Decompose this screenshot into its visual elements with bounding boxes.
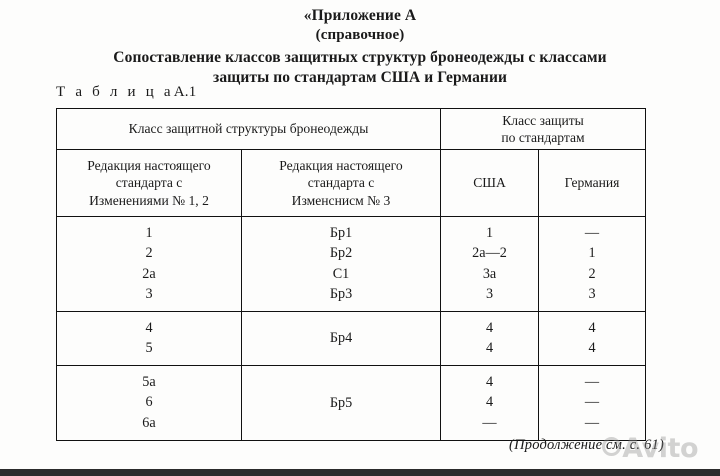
cell-value: 3	[485, 285, 494, 302]
cell-value-list	[441, 217, 538, 311]
cell-value: С1	[332, 265, 350, 282]
header-group-standards-class	[441, 109, 646, 150]
cell-value: 6а	[142, 414, 156, 431]
table-cell-col2	[242, 366, 441, 440]
comparison-table	[56, 108, 646, 441]
table-cell-col2	[242, 312, 441, 366]
header-group-armor-class: Класс защитной структуры бронеодежды	[57, 109, 441, 150]
table-header-group-row	[57, 109, 646, 150]
table-cell-col4	[539, 366, 646, 440]
header-col-germany: Германия	[539, 150, 646, 217]
cell-value: Бр5	[329, 394, 353, 411]
cell-value-list	[57, 366, 241, 439]
table-body	[57, 217, 646, 441]
cell-value: 2	[145, 245, 153, 262]
header-col1-line3: Изменениями № 1, 2	[89, 192, 209, 208]
cell-value: 4	[588, 340, 596, 357]
table-header-columns-row	[57, 150, 646, 217]
cell-value: 6	[145, 394, 153, 411]
cell-value: —	[584, 225, 600, 242]
table-caption-number: А.1	[173, 84, 197, 100]
cell-value: —	[482, 414, 497, 431]
header-col-usa: США	[441, 150, 539, 217]
scan-edge-band	[0, 469, 720, 476]
table-cell-col3	[441, 217, 539, 312]
cell-value: 1	[485, 225, 494, 242]
cell-value: —	[584, 374, 600, 391]
watermark-text: Avito	[622, 433, 698, 464]
heading-title-line2: защиты по стандартам США и Германии	[212, 68, 508, 86]
header-col1-line1: Редакция настоящего	[87, 158, 211, 174]
cell-value: Бр3	[329, 285, 353, 302]
cell-value-list	[441, 312, 538, 365]
cell-value: 2	[588, 265, 596, 282]
header-group-standards-line2: по стандартам	[501, 130, 585, 145]
cell-value-list	[57, 312, 241, 365]
table-row	[57, 312, 646, 366]
cell-value: —	[584, 414, 600, 431]
heading-title-line1: Сопоставление классов защитных структур бронеодежды с классами	[113, 49, 607, 67]
heading-appendix: «Приложение А	[303, 7, 417, 24]
cell-value-list	[539, 217, 645, 311]
table-cell-col4	[539, 312, 646, 366]
cell-value: 3	[145, 285, 153, 302]
cell-value: 4	[588, 320, 596, 336]
cell-value: 1	[145, 225, 153, 242]
heading-subtitle: (справочное)	[315, 26, 405, 43]
table-cell-col3	[441, 366, 539, 440]
table-container	[56, 108, 645, 441]
table-cell-col1	[57, 217, 242, 312]
cell-value-list	[539, 312, 645, 365]
header-col1-line2: стандарта с	[115, 175, 183, 191]
cell-value-list	[441, 366, 538, 439]
cell-value: 4	[485, 374, 494, 391]
cell-value: 1	[588, 245, 596, 262]
header-col-edition-3	[242, 150, 441, 217]
table-cell-col2	[242, 217, 441, 312]
table-row	[57, 366, 646, 440]
header-col-edition-1-2	[57, 150, 242, 217]
cell-value: —	[584, 394, 600, 411]
cell-value: 5а	[142, 374, 156, 391]
table-cell-col1	[57, 366, 242, 440]
table-caption	[56, 84, 196, 101]
header-col2-line1: Редакция настоящего	[279, 158, 403, 174]
cell-value: 4	[485, 394, 494, 411]
document-heading	[0, 6, 720, 88]
table-row	[57, 217, 646, 312]
cell-value: Бр2	[329, 245, 353, 262]
header-col2-line3: Изменснисм № 3	[291, 192, 391, 208]
table-head	[57, 109, 646, 217]
table-cell-col3	[441, 312, 539, 366]
cell-value: 3	[588, 285, 596, 302]
cell-value-list	[242, 217, 440, 311]
cell-value: 5	[145, 340, 153, 357]
cell-value-list	[539, 366, 645, 439]
continuation-note: (Продолжение см. с. 61)	[509, 437, 664, 453]
cell-value-list	[57, 217, 241, 311]
table-caption-word: Т а б л и ц а	[56, 84, 174, 100]
cell-value: 2а—2	[472, 245, 507, 262]
cell-value: 4	[485, 320, 494, 336]
cell-value: 3а	[482, 265, 497, 282]
cell-value: 4	[485, 340, 494, 357]
cell-value: Бр4	[329, 330, 353, 347]
header-group-standards-line1: Класс защиты	[502, 112, 584, 128]
header-col2-line2: стандарта с	[307, 175, 375, 191]
cell-value: Бр1	[329, 225, 353, 242]
cell-value: 2а	[142, 265, 156, 282]
table-cell-col4	[539, 217, 646, 312]
cell-value: 4	[145, 320, 153, 336]
table-cell-col1	[57, 312, 242, 366]
